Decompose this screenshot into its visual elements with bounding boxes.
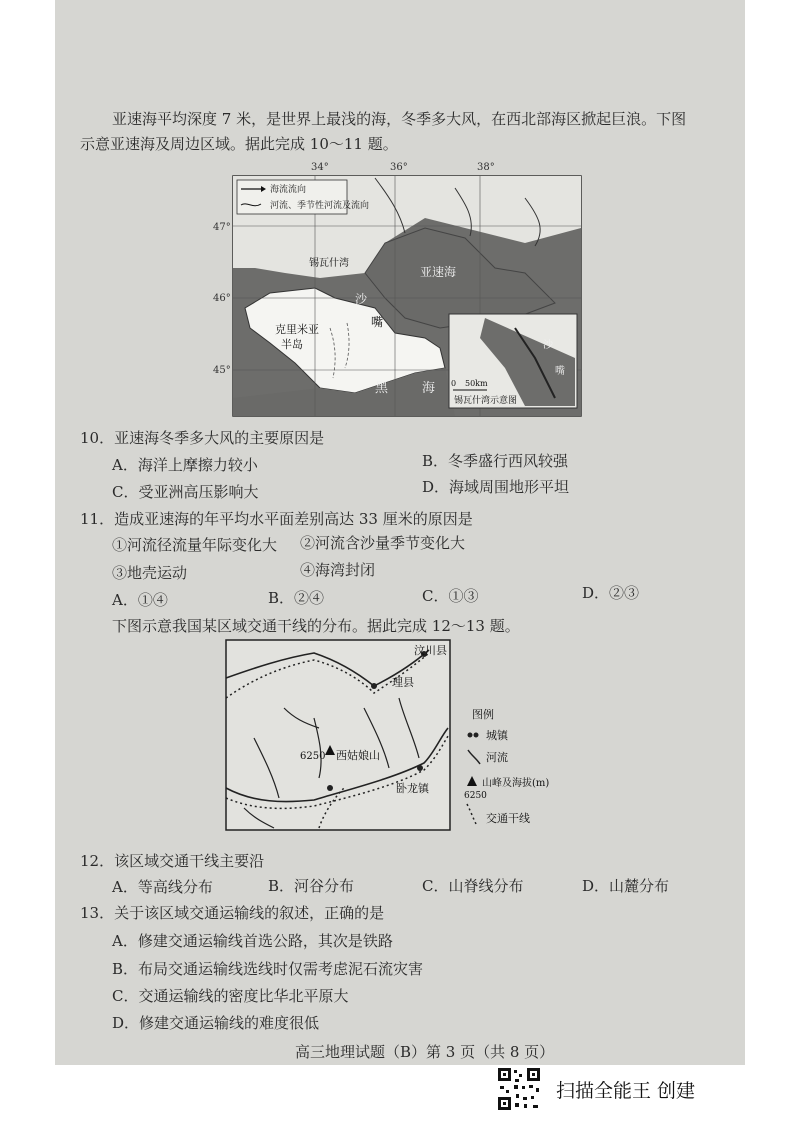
map2-town-wolong xyxy=(417,765,423,771)
qr-code-icon xyxy=(496,1066,542,1112)
q10-stem: 10．亚速海冬季多大风的主要原因是 xyxy=(80,429,325,447)
intro-line-3: 下图示意我国某区域交通干线的分布。据此完成 12～13 题。 xyxy=(112,617,520,635)
q11-option-d[interactable]: D．②③ xyxy=(582,584,640,602)
q10-option-d[interactable]: D．海域周围地形平坦 xyxy=(422,478,570,496)
azov-sea-map xyxy=(213,158,585,420)
map1-scale-zero: 0 xyxy=(451,379,457,388)
q11-statement-3: ③地壳运动 xyxy=(112,564,188,582)
map2-county-wenchuan: 汶川县 xyxy=(414,644,447,657)
intro-line-1: 亚速海平均深度 7 米，是世界上最浅的海，冬季多大风，在西北部海区掀起巨浪。下图 xyxy=(112,110,687,128)
map1-tick-34: 34° xyxy=(311,162,329,173)
map2-legend-route-icon xyxy=(467,804,477,826)
map2-legend-peak-value: 6250 xyxy=(464,791,487,801)
map2-legend-route: 交通干线 xyxy=(486,812,530,825)
q11-option-b[interactable]: B．②④ xyxy=(268,589,325,607)
map2-town-label: 卧龙镇 xyxy=(396,782,429,795)
q11-statement-1: ①河流径流量年际变化大 xyxy=(112,536,278,554)
scanner-brand: 扫描全能王 创建 xyxy=(556,1080,696,1102)
q12-option-c[interactable]: C．山脊线分布 xyxy=(422,877,524,895)
intro-line-2: 示意亚速海及周边区域。据此完成 10～11 题。 xyxy=(80,135,398,153)
map1-tick-45: 45° xyxy=(213,365,231,376)
map2-legend-peak: 山峰及海拔(m) xyxy=(482,778,550,789)
map1-inset-sand-2: 嘴 xyxy=(555,366,565,377)
map1-sea-label: 亚速海 xyxy=(420,265,457,279)
map2-peak-height: 6250 xyxy=(300,751,326,762)
q12-stem: 12．该区域交通干线主要沿 xyxy=(80,852,265,870)
map1-black-label-2: 海 xyxy=(422,381,436,396)
map1-legend-current: 海流流向 xyxy=(270,185,307,195)
map2-town-peak-base xyxy=(327,785,333,791)
page-footer: 高三地理试题（B）第 3 页（共 8 页） xyxy=(295,1043,555,1061)
map1-inset-sand-1: 沙 xyxy=(543,340,553,351)
q12-option-a[interactable]: A．等高线分布 xyxy=(112,878,213,896)
map2-legend-river-icon xyxy=(468,750,480,764)
map2-legend-peak-icon xyxy=(467,776,477,786)
q10-option-b[interactable]: B．冬季盛行西风较强 xyxy=(422,452,569,470)
map2-legend-town-icon xyxy=(474,733,479,738)
q11-statement-2: ②河流含沙量季节变化大 xyxy=(300,534,466,552)
q13-option-a[interactable]: A．修建交通运输线首选公路，其次是铁路 xyxy=(112,932,393,950)
transport-map xyxy=(224,638,556,834)
map1-inset-title: 锡瓦什湾示意图 xyxy=(454,396,518,406)
q11-option-c[interactable]: C．①③ xyxy=(422,587,479,605)
map2-town-lixian xyxy=(371,683,377,689)
map1-peninsula-label-2: 半岛 xyxy=(281,338,303,351)
q13-stem: 13．关于该区域交通运输线的叙述，正确的是 xyxy=(80,904,385,922)
map2-legend-title: 图例 xyxy=(472,708,494,721)
map1-tick-38: 38° xyxy=(477,162,495,173)
map1-sand-label-1: 沙 xyxy=(355,292,368,306)
map1-tick-47: 47° xyxy=(213,222,231,233)
map1-black-label-1: 黑 xyxy=(375,381,389,396)
map2-county-lixian: 理县 xyxy=(392,676,414,689)
map1-scale-label: 50km xyxy=(465,379,488,388)
q11-option-a[interactable]: A．①④ xyxy=(112,591,168,609)
q10-option-a[interactable]: A．海洋上摩擦力较小 xyxy=(112,456,258,474)
q13-option-d[interactable]: D．修建交通运输线的难度很低 xyxy=(112,1014,320,1032)
q13-option-c[interactable]: C．交通运输线的密度比华北平原大 xyxy=(112,987,349,1005)
q12-option-b[interactable]: B．河谷分布 xyxy=(268,877,355,895)
q11-statement-4: ④海湾封闭 xyxy=(300,561,376,579)
map1-bay-label: 锡瓦什湾 xyxy=(309,258,349,269)
map2-peak-name: 西姑娘山 xyxy=(336,749,380,762)
map1-legend-river: 河流、季节性河流及流向 xyxy=(270,201,370,211)
map2-legend-town: 城镇 xyxy=(486,729,508,742)
q13-option-b[interactable]: B．布局交通运输线选线时仅需考虑泥石流灾害 xyxy=(112,960,424,978)
q12-option-d[interactable]: D．山麓分布 xyxy=(582,877,670,895)
map2-legend-river: 河流 xyxy=(486,751,508,764)
map1-tick-46: 46° xyxy=(213,293,231,304)
q11-stem: 11．造成亚速海的年平均水平面差别高达 33 厘米的原因是 xyxy=(80,510,473,528)
q10-option-c[interactable]: C．受亚洲高压影响大 xyxy=(112,483,259,501)
map1-peninsula-label-1: 克里米亚 xyxy=(275,323,319,336)
map1-tick-36: 36° xyxy=(390,162,408,173)
map1-sand-label-2: 嘴 xyxy=(371,315,384,329)
